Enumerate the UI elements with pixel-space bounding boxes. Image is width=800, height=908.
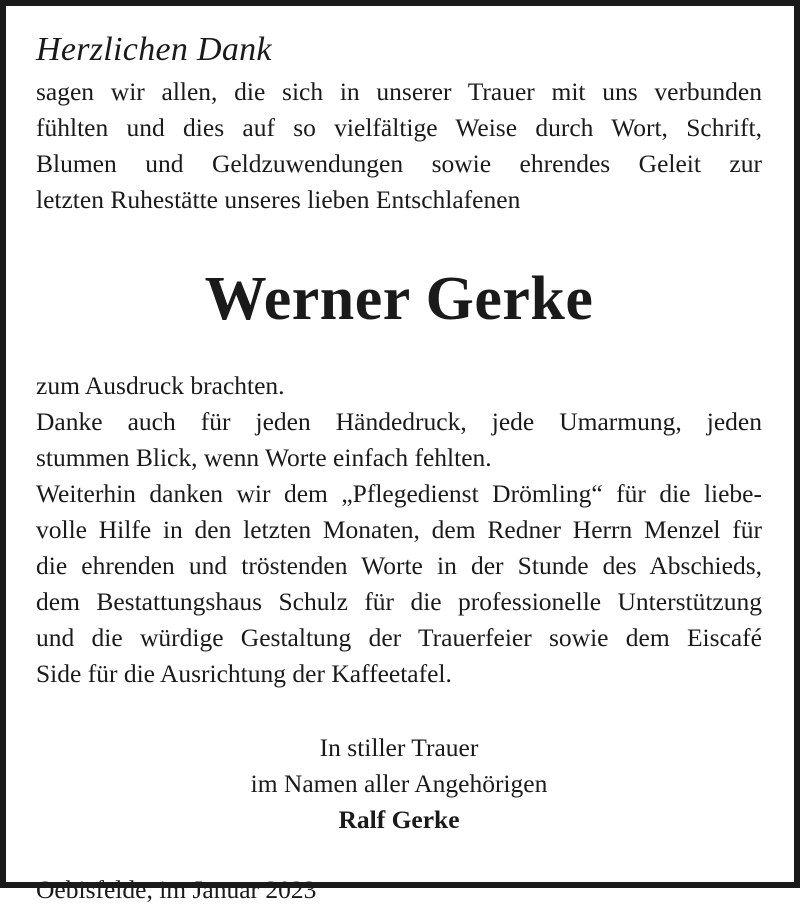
body-line: zum Ausdruck brachten. [36, 371, 285, 400]
body-line: und die würdige Gestaltung der Trauerfeier sowie dem Eiscafé [36, 623, 762, 652]
body-line: Danke auch für jeden Händedruck, jede Umarmung, jeden [36, 407, 762, 436]
intro-line: Blumen und Geldzuwendungen sowie ehrendes Geleit zur [36, 149, 762, 178]
place-date: Oebisfelde, im Januar 2023 [36, 875, 317, 904]
intro-paragraph [36, 74, 762, 218]
intro-line: fühlten und dies auf so vielfältige Weise durch Wort, Schrift, [36, 113, 762, 142]
signature-line-mourning: In stiller Trauer [319, 733, 479, 762]
body-paragraph [36, 368, 762, 692]
intro-line: letzten Ruhestätte unseres lieben Entschlafenen [36, 185, 521, 214]
intro-line: sagen wir allen, die sich in unserer Trauer mit uns verbunden [36, 77, 762, 106]
signature-block [36, 730, 762, 838]
body-line: die ehrenden und tröstenden Worte in der Stunde des Abschieds, [36, 551, 762, 580]
signer-name: Ralf Gerke [338, 805, 460, 834]
body-line: volle Hilfe in den letzten Monaten, dem Redner Herrn Menzel für [36, 515, 762, 544]
body-line: Weiterhin danken wir dem „Pflegedienst Drömling“ für die liebe- [36, 479, 762, 508]
body-line: dem Bestattungshaus Schulz für die professionelle Unterstützung [36, 587, 762, 616]
signature-line-family: im Namen aller Angehörigen [250, 769, 548, 798]
body-line: stummen Blick, wenn Worte einfach fehlten. [36, 443, 492, 472]
notice-heading: Herzlichen Dank [36, 31, 272, 68]
body-line: Side für die Ausrichtung der Kaffeetafel. [36, 659, 452, 688]
deceased-name: Werner Gerke [204, 265, 594, 333]
